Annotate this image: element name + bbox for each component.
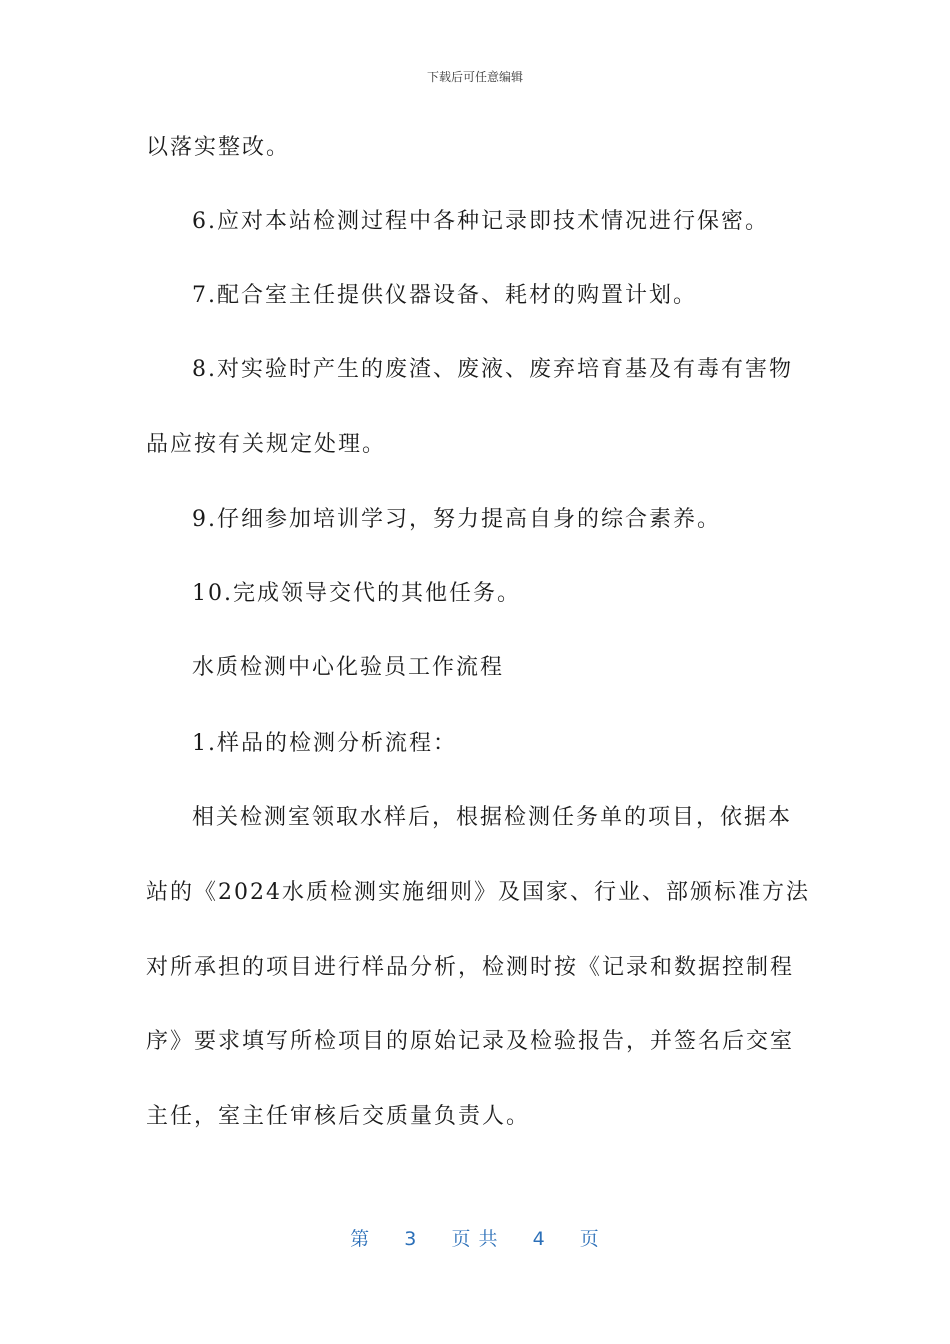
footer-total-pages: 4 — [532, 1228, 546, 1250]
page-footer — [0, 1224, 950, 1251]
body-line-3: 7.配合室主任提供仪器设备、耗材的购置计划。 — [192, 283, 697, 308]
body-line-5: 品应按有关规定处理。 — [146, 432, 387, 457]
body-line-10: 相关检测室领取水样后，根据检测任务单的项目，依据本 — [192, 805, 793, 830]
body-line-13: 序》要求填写所检项目的原始记录及检验报告，并签名后交室 — [146, 1029, 795, 1054]
footer-suffix: 页 — [579, 1228, 600, 1250]
section-title: 水质检测中心化验员工作流程 — [192, 655, 505, 680]
footer-current-page: 3 — [404, 1228, 418, 1250]
header-note: 下载后可任意编辑 — [426, 70, 523, 84]
body-line-2: 6.应对本站检测过程中各种记录即技术情况进行保密。 — [192, 209, 769, 234]
body-line-6: 9.仔细参加培训学习，努力提高自身的综合素养。 — [192, 507, 721, 532]
body-line-4: 8.对实验时产生的废渣、废液、废弃培育基及有毒有害物 — [192, 357, 793, 382]
body-line-14: 主任，室主任审核后交质量负责人。 — [146, 1104, 531, 1129]
footer-middle: 页 共 — [451, 1228, 499, 1250]
body-line-7: 10.完成领导交代的其他任务。 — [192, 581, 521, 606]
footer-prefix: 第 — [350, 1228, 371, 1250]
body-line-11: 站的《2024水质检测实施细则》及国家、行业、部颁标准方法 — [146, 880, 810, 905]
body-line-12: 对所承担的项目进行样品分析，检测时按《记录和数据控制程 — [146, 955, 795, 980]
body-line-9: 1.样品的检测分析流程： — [192, 731, 457, 756]
body-line-1: 以落实整改。 — [146, 135, 291, 160]
